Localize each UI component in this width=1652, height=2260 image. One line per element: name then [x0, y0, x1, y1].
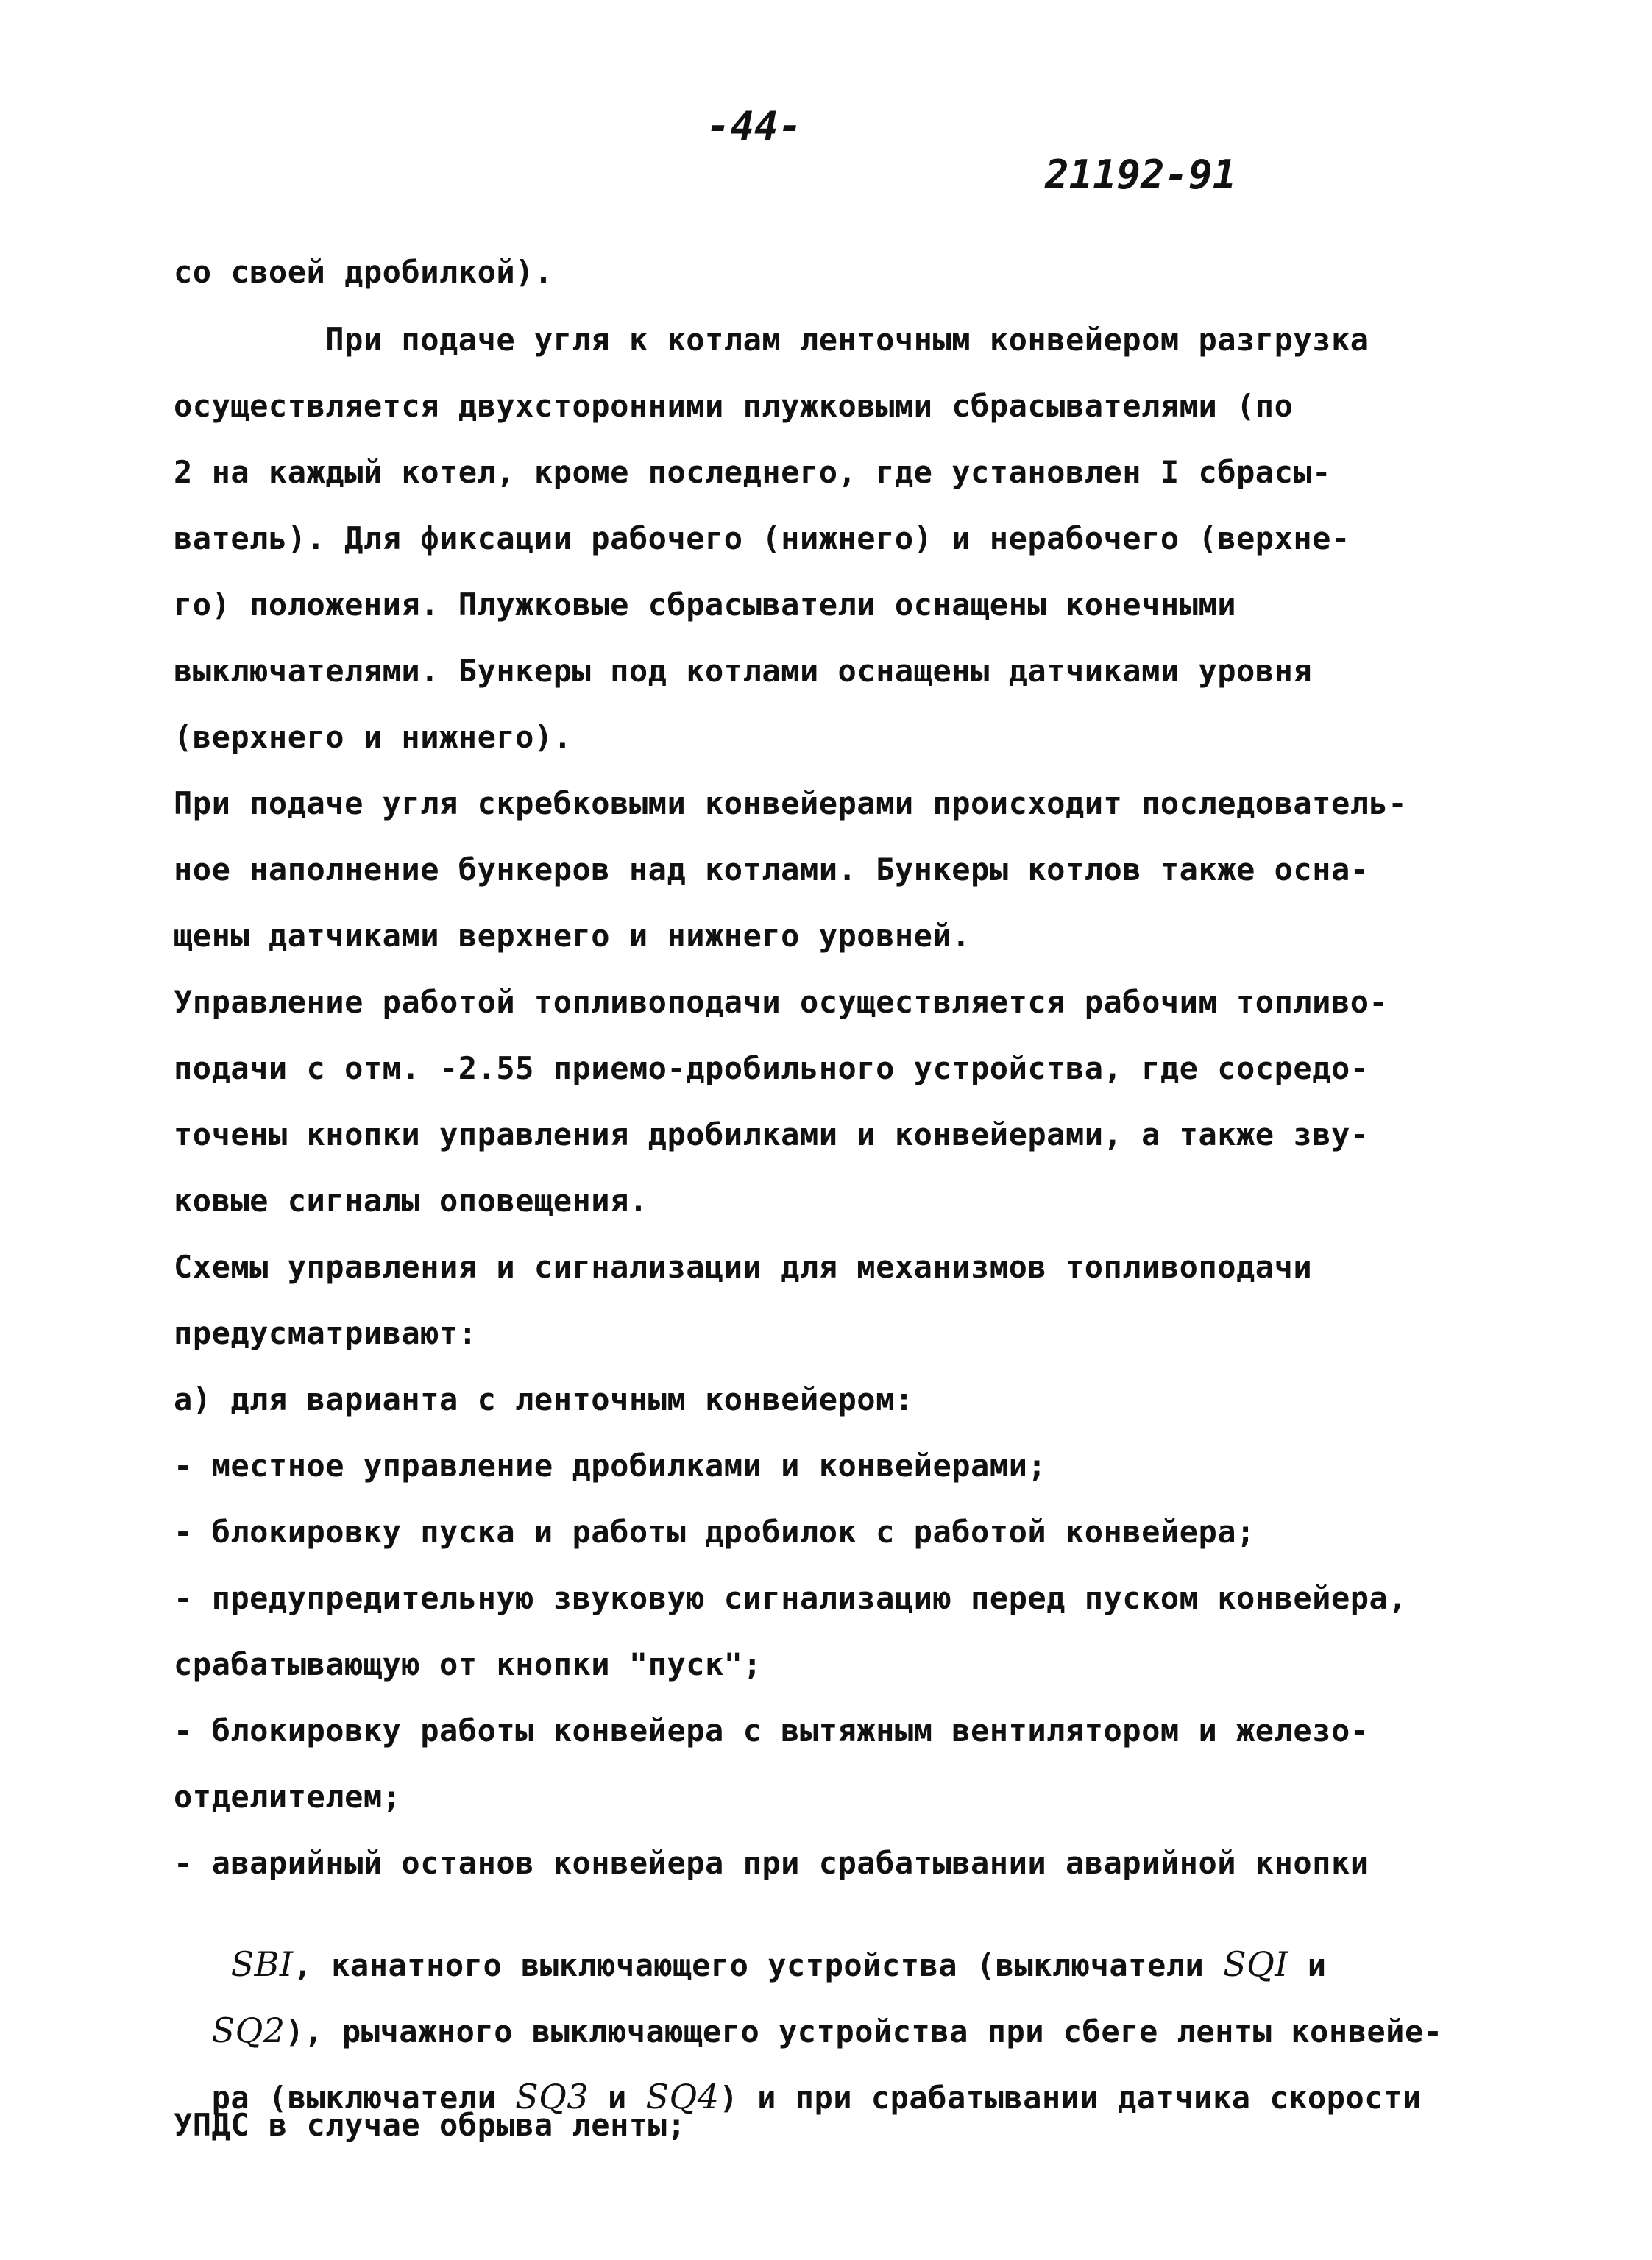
text-fragment: ра (выключатели [211, 2080, 516, 2116]
text-line: - блокировку пуска и работы дробилок с работой конвейера; [174, 1514, 1255, 1550]
text-line [174, 2041, 1422, 2116]
text-line: предусматривают: [174, 1315, 478, 1351]
text-fragment: и [1288, 1947, 1327, 1983]
text-line: выключателями. Бункеры под котлами оснащены датчиками уровня [174, 653, 1313, 689]
text-line: точены кнопки управления дробилками и конвейерами, а также зву- [174, 1116, 1369, 1152]
text-line: Схемы управления и сигнализации для механизмов топливоподачи [174, 1249, 1313, 1285]
text-line: При подаче угля скребковыми конвейерами происходит последователь- [174, 785, 1408, 821]
text-fragment: и [589, 2080, 646, 2116]
text-line: При подаче угля к котлам ленточным конвейером разгрузка [174, 322, 1369, 358]
text-line [193, 1908, 1327, 1984]
document-code: 21192-91 [1045, 152, 1237, 198]
text-line: Управление работой топливоподачи осуществляется рабочим топливо- [174, 984, 1389, 1020]
text-line: (верхнего и нижнего). [174, 719, 572, 755]
handwritten-label: SQ3 [515, 2077, 589, 2116]
text-line: со своей дробилкой). [174, 254, 553, 290]
handwritten-label: SBI [230, 1944, 294, 1984]
text-line: ное наполнение бункеров над котлами. Бункеры котлов также осна- [174, 851, 1369, 888]
handwritten-label: SQI [1223, 1944, 1289, 1984]
text-line: го) положения. Плужковые сбрасыватели оснащены конечными [174, 587, 1237, 623]
text-line: отделителем; [174, 1779, 402, 1815]
handwritten-label: SQ4 [645, 2077, 720, 2116]
text-line: ковые сигналы оповещения. [174, 1183, 648, 1219]
page-number: -44- [706, 103, 803, 149]
text-fragment: ) и при срабатывании датчика скорости [719, 2080, 1422, 2116]
text-line: ватель). Для фиксации рабочего (нижнего) и нерабочего (верхне- [174, 520, 1350, 556]
handwritten-label: SQ2 [211, 2011, 286, 2050]
text-fragment: , канатного выключающего устройства (выключатели [293, 1947, 1224, 1983]
text-fragment: ), рычажного выключающего устройства при сбеге ленты конвейе- [285, 2013, 1443, 2050]
text-line: - блокировку работы конвейера с вытяжным вентилятором и железо- [174, 1712, 1369, 1749]
text-line: щены датчиками верхнего и нижнего уровней. [174, 918, 971, 954]
text-line: осуществляется двухсторонними плужковыми сбрасывателями (по [174, 388, 1294, 424]
text-line: 2 на каждый котел, кроме последнего, где установлен I сбрасы- [174, 454, 1331, 490]
text-line: срабатывающую от кнопки "пуск"; [174, 1646, 762, 1682]
text-line: - аварийный останов конвейера при срабатывании аварийной кнопки [174, 1845, 1369, 1881]
text-line: - предупредительную звуковую сигнализацию перед пуском конвейера, [174, 1580, 1408, 1616]
text-line: подачи с отм. -2.55 приемо-дробильного устройства, где сосредо- [174, 1050, 1369, 1086]
text-line [174, 1974, 1443, 2050]
text-line: - местное управление дробилками и конвейерами; [174, 1448, 1047, 1484]
text-line: УПДС в случае обрыва ленты; [174, 2107, 687, 2143]
text-line: а) для варианта с ленточным конвейером: [174, 1381, 914, 1417]
